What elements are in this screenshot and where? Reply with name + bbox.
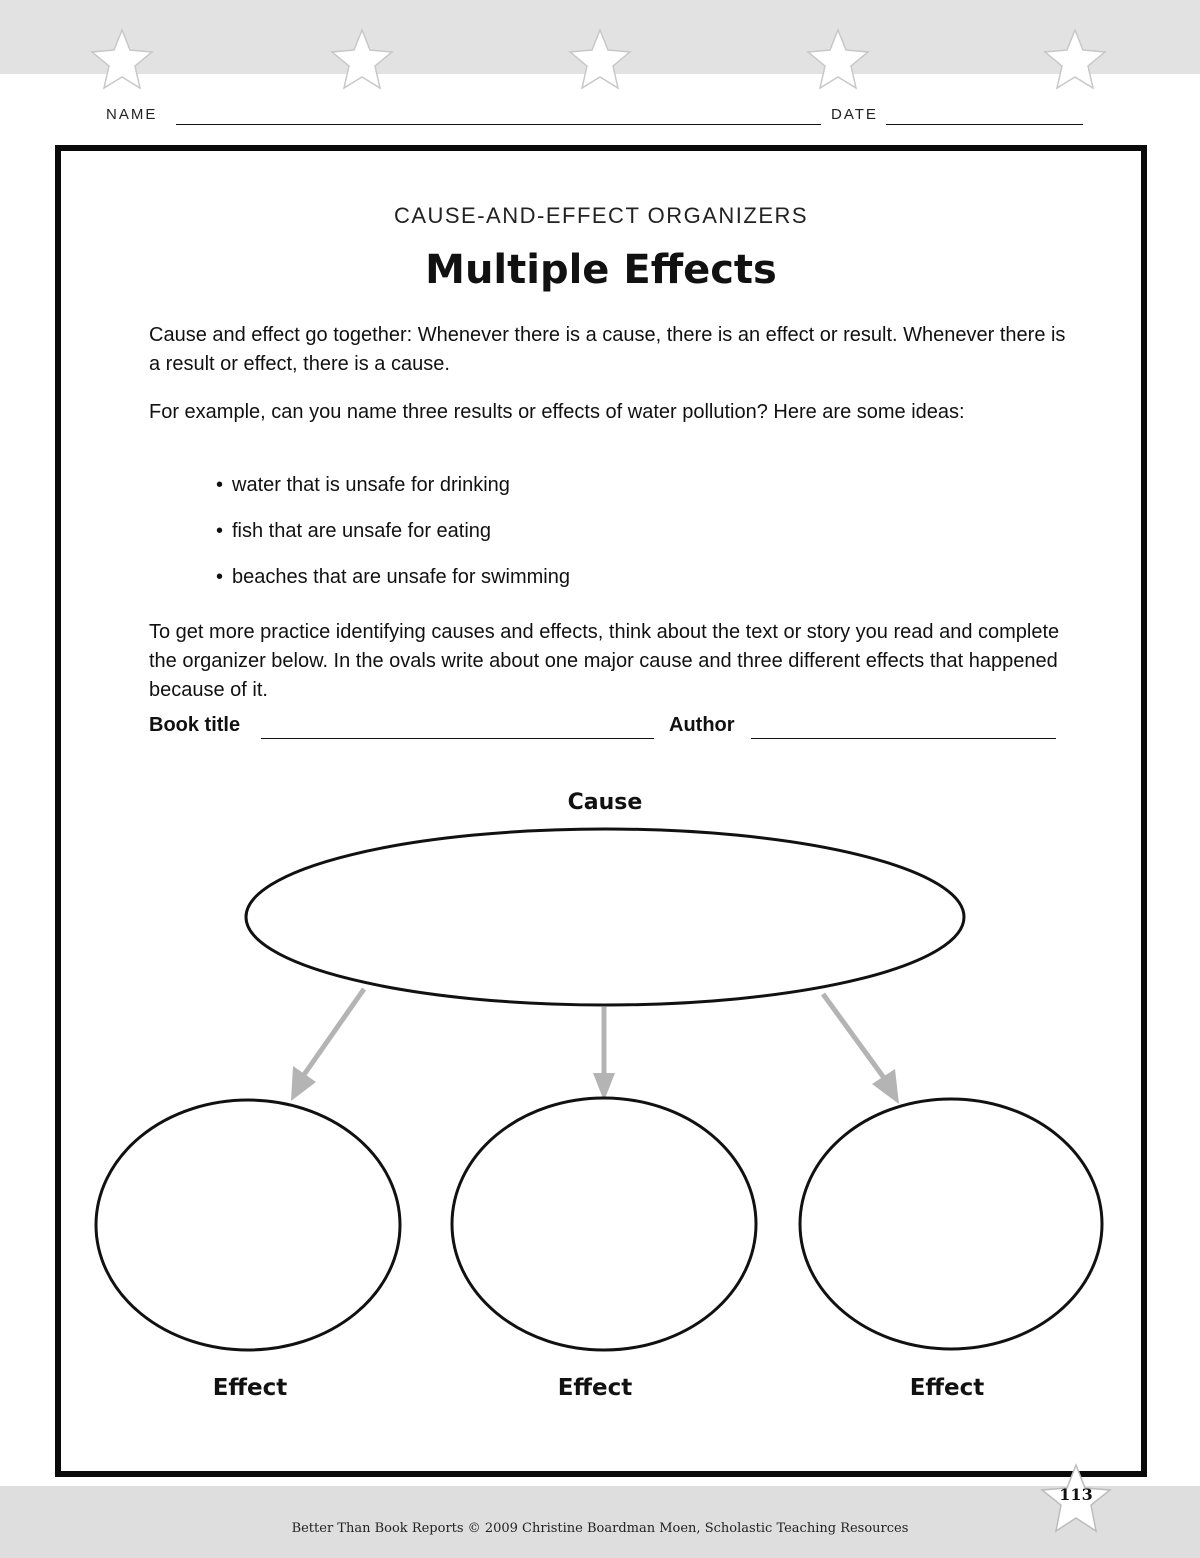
decorative-stars [0, 28, 1200, 98]
bullet-icon: • [216, 474, 224, 496]
list-item: • fish that are unsafe for eating [216, 517, 570, 563]
bullet-icon: • [216, 566, 224, 588]
page-number: 113 [1059, 1485, 1093, 1504]
copyright-credit: Better Than Book Reports © 2009 Christine Boardman Moen, Scholastic Teaching Resources [291, 1521, 909, 1536]
bullet-icon: • [216, 520, 224, 542]
cause-oval[interactable] [246, 829, 964, 1005]
star-icon [92, 30, 152, 88]
arrow-right [823, 994, 899, 1104]
effect-oval-1[interactable] [96, 1100, 400, 1350]
star-icon [332, 30, 392, 88]
arrow-left [291, 989, 364, 1101]
instructions-paragraph: To get more practice identifying causes and effects, think about the text or story you read and complete the organizer below. In the ovals write about one major cause and three different effects that happened because of it. [149, 621, 1060, 701]
book-title-label: Book title [149, 714, 241, 736]
date-field[interactable] [886, 124, 1083, 125]
worksheet-frame [55, 145, 1147, 1477]
effect-label-2: Effect [557, 1375, 633, 1401]
author-label: Author [669, 714, 735, 736]
effect-label-3: Effect [909, 1375, 985, 1401]
example-paragraph: For example, can you name three results or effects of water pollution? Here are some ideas: [149, 401, 965, 423]
effect-oval-3[interactable] [800, 1099, 1102, 1349]
effect-label-1: Effect [212, 1375, 288, 1401]
name-label: NAME [106, 106, 158, 123]
star-icon [808, 30, 868, 88]
list-item: • beaches that are unsafe for swimming [216, 563, 570, 609]
cause-label: Cause [567, 790, 643, 815]
star-icon [1045, 30, 1105, 88]
name-date-row [106, 104, 1086, 126]
name-field[interactable] [176, 124, 821, 125]
page-title: Multiple Effects [425, 247, 777, 293]
date-label: DATE [831, 106, 878, 123]
intro-paragraph: Cause and effect go together: Whenever there is a cause, there is an effect or result. Whenever there is a result or effect, there is a cause. [149, 324, 1066, 375]
star-icon [570, 30, 630, 88]
section-kicker: CAUSE-AND-EFFECT ORGANIZERS [393, 203, 809, 228]
arrow-middle [593, 1007, 615, 1101]
cause-effect-organizer [61, 151, 1141, 1471]
effect-oval-2[interactable] [452, 1098, 756, 1350]
list-item: • water that is unsafe for drinking [216, 471, 570, 517]
